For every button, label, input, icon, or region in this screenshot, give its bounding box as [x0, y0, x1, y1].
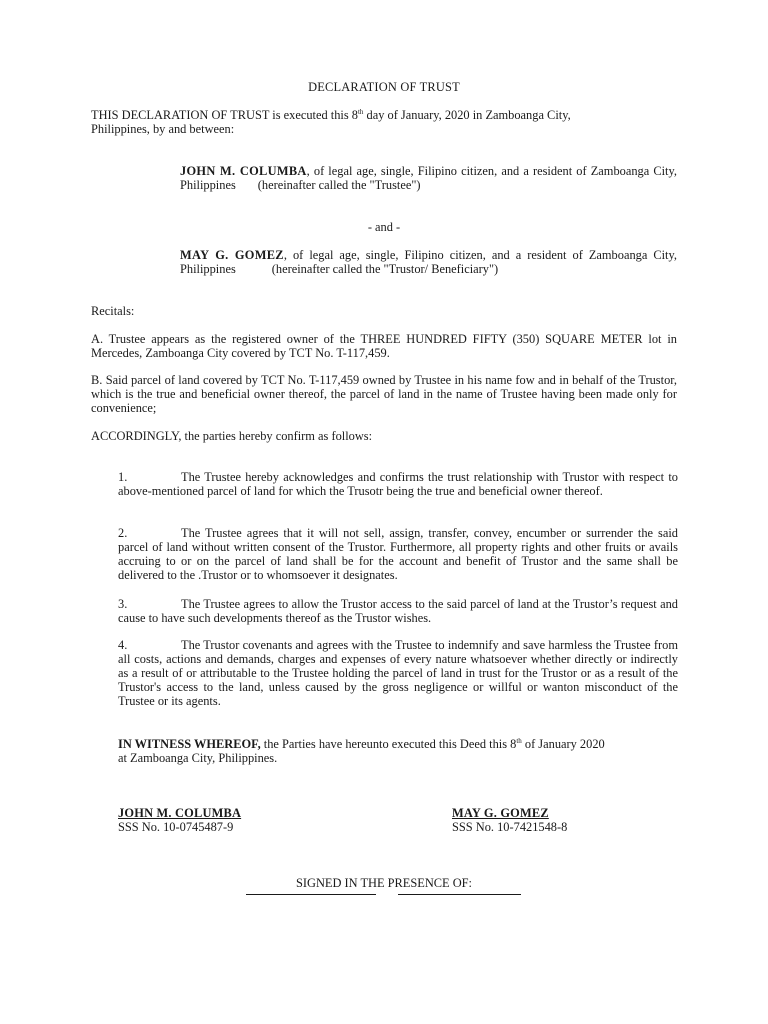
trustor-role: (hereinafter called the "Trustor/ Beneficiary") — [271, 262, 499, 276]
recital-b: B. Said parcel of land covered by TCT No. T-117,459 owned by Trustee in his name fow and in behalf of the Trustor, which is the true and beneficial owner thereof, the parcel of land in the name of Trustee having been made only for convenience; — [91, 373, 677, 415]
trustee-text: , of legal age, single, Filipino citizen, and a resident of Zamboanga City, Philippines — [180, 164, 677, 192]
witness-signature-line-1 — [246, 894, 376, 895]
document-title: DECLARATION OF TRUST — [308, 80, 460, 94]
trustee-role: (hereinafter called the "Trustee") — [257, 178, 421, 192]
signatory-trustee-sss: SSS No. 10-0745487-9 — [118, 820, 234, 834]
clause-2 — [118, 526, 678, 582]
clause-3-text: The Trustee agrees to allow the Trustor access to the said parcel of land at the Trustor’s request and cause to have such developments thereof as the Trustor wishes. — [118, 597, 678, 625]
clause-1 — [118, 470, 678, 498]
clause-2-text: The Trustee agrees that it will not sell, assign, transfer, convey, encumber or surrender the said parcel of land without written consent of the Trustor. Furthermore, all property rights and other fruits or avails accruing to or on the parcel of land shall be for the account and benefit of Trustor and the same shall be delivered to the .Trustor or to whomsoever it designates. — [118, 526, 678, 582]
clause-4-text: The Trustor covenants and agrees with the Trustee to indemnify and save harmless the Trustee from all costs, actions and demands, charges and expenses of every nature whatsoever whether directly or indirectly as a result of or attributable to the Trustee holding the parcel of land in trust for the Trustor or as a result of the Trustor's access to the land, unless caused by the gross negligence or willful or wanton misconduct of the Trustee or its agents. — [118, 638, 678, 708]
witness-bold: IN WITNESS WHEREOF, — [118, 737, 261, 751]
intro-sup: th — [357, 108, 364, 116]
signatory-trustor-sss: SSS No. 10-7421548-8 — [452, 820, 568, 834]
trustor-paragraph — [180, 248, 677, 276]
trustor-text: , of legal age, single, Filipino citizen, and a resident of Zamboanga City, Philippines — [180, 248, 677, 276]
intro-paragraph — [91, 108, 681, 136]
intro-rest: day of January, 2020 in Zamboanga City, — [363, 108, 571, 122]
intro-line2: Philippines, by and between: — [91, 122, 235, 136]
clause-3 — [118, 597, 678, 625]
recital-a: A. Trustee appears as the registered owner of the THREE HUNDRED FIFTY (350) SQUARE METER lot in Mercedes, Zamboanga City covered by TCT No. T-117,459. — [91, 332, 677, 360]
witness-line2: at Zamboanga City, Philippines. — [118, 751, 278, 765]
clause-3-number: 3. — [118, 597, 128, 611]
clause-1-text: The Trustee hereby acknowledges and confirms the trust relationship with Trustor with respect to above-mentioned parcel of land for which the Trusotr being the true and beneficial owner thereof. — [118, 470, 678, 498]
trustee-name: JOHN M. COLUMBA — [180, 164, 307, 178]
witness-rest: of January 2020 — [521, 737, 605, 751]
clause-4-number: 4. — [118, 638, 128, 652]
clause-4 — [118, 638, 678, 708]
signatory-trustor — [452, 806, 567, 834]
signatory-trustee-name: JOHN M. COLUMBA — [118, 806, 242, 820]
witness-paragraph — [118, 737, 678, 765]
recitals-label: Recitals: — [91, 304, 135, 318]
trustor-name: MAY G. GOMEZ — [180, 248, 284, 262]
trustee-paragraph — [180, 164, 677, 192]
clause-1-number: 1. — [118, 470, 128, 484]
clause-2-number: 2. — [118, 526, 128, 540]
signatory-trustee — [118, 806, 241, 834]
witness-sup: th — [516, 737, 522, 745]
witness-text: the Parties have hereunto executed this Deed this 8 — [260, 737, 517, 751]
intro-lead: THIS DECLARATION OF TRUST is executed this 8 — [91, 108, 358, 122]
witness-signature-line-2 — [398, 894, 521, 895]
accordingly-line: ACCORDINGLY, the parties hereby confirm as follows: — [91, 429, 373, 443]
signatory-trustor-name: MAY G. GOMEZ — [452, 806, 549, 820]
presence-heading: SIGNED IN THE PRESENCE OF: — [295, 876, 472, 890]
and-separator: - and - — [367, 220, 401, 234]
